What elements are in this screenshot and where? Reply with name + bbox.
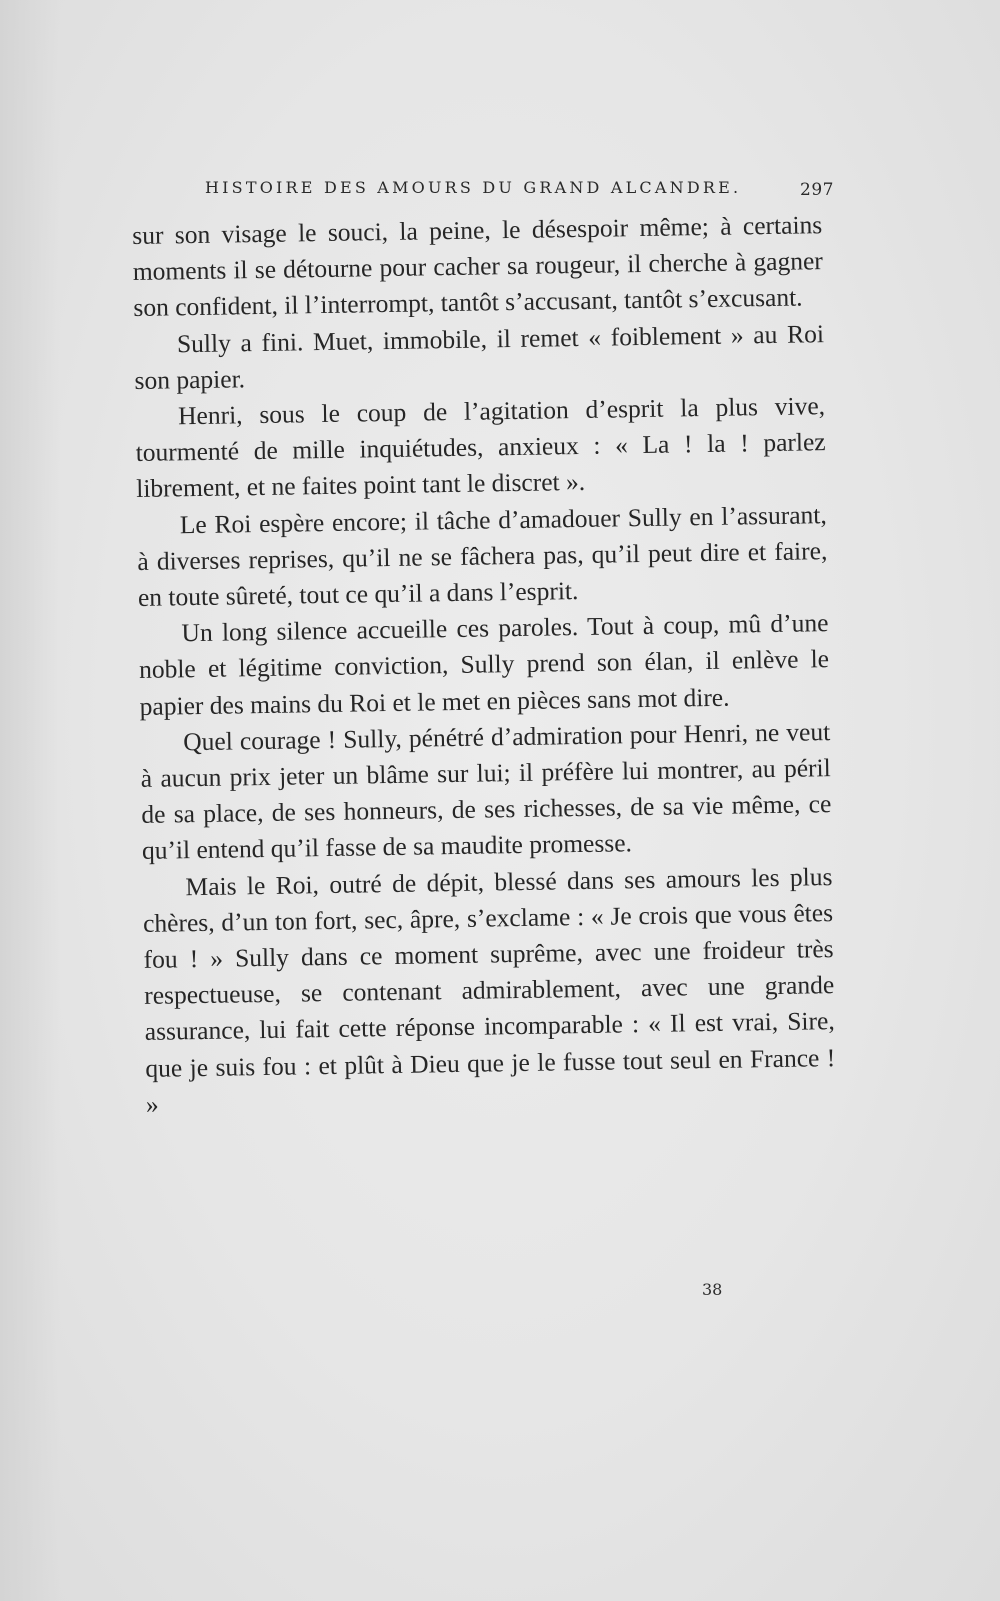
body-text [132, 207, 836, 1123]
signature-mark: 38 [702, 1280, 723, 1299]
paragraph-7: Mais le Roi, outré de dépit, blessé dans ses amours les plus chères, d’un ton fort, sec, âpre, s’exclame : « Je crois que vous êtes fou ! » Sully dans ce moment suprême, avec une froideur très respectueuse, se contenant admirablement, avec une grande assurance, lui fait cette réponse incomparable : « Il est vrai, Sire, que je suis fou : et plût à Dieu que je le fusse tout seul en France ! » [142, 861, 836, 1119]
page-number: 297 [800, 180, 834, 200]
paragraph-3: Henri, sous le coup de l’agitation d’esprit la plus vive, tourmenté de mille inquiétudes, anxieux : « La ! la ! parlez librement, et ne faites point tant le discret ». [135, 391, 826, 504]
paragraph-6: Quel courage ! Sully, pénétré d’admiration pour Henri, ne veut à aucun prix jeter un blâme sur lui; il préfère lui montrer, au péril de sa place, de ses honneurs, de ses richesses, de sa vie même, ce qu’il entend qu’il fasse de sa maudite promesse. [140, 716, 832, 866]
page-gutter-shadow [0, 0, 60, 1601]
paragraph-5: Un long silence accueille ces paroles. Tout à coup, mû d’une noble et légitime conviction, Sully prend son élan, il enlève le papier des mains du Roi et le met en pièces sans mot dire. [138, 608, 830, 721]
paragraph-2: Sully a fini. Muet, immobile, il remet « foiblement » au Roi son papier. [134, 318, 825, 395]
running-title: HISTOIRE DES AMOURS DU GRAND ALCANDRE. [205, 178, 742, 197]
paragraph-1: sur son visage le souci, la peine, le désespoir même; à certains moments il se détourne pour cacher sa rougeur, il cherche à gagner son confident, il l’interrompt, tantôt s’accusant, tantôt s’excusant. [132, 210, 823, 323]
paragraph-4: Le Roi espère encore; il tâche d’amadouer Sully en l’assurant, à diverses reprises, qu’il ne se fâchera pas, qu’il peut dire et faire, en toute sûreté, tout ce qu’il a dans l’esprit. [137, 499, 828, 612]
